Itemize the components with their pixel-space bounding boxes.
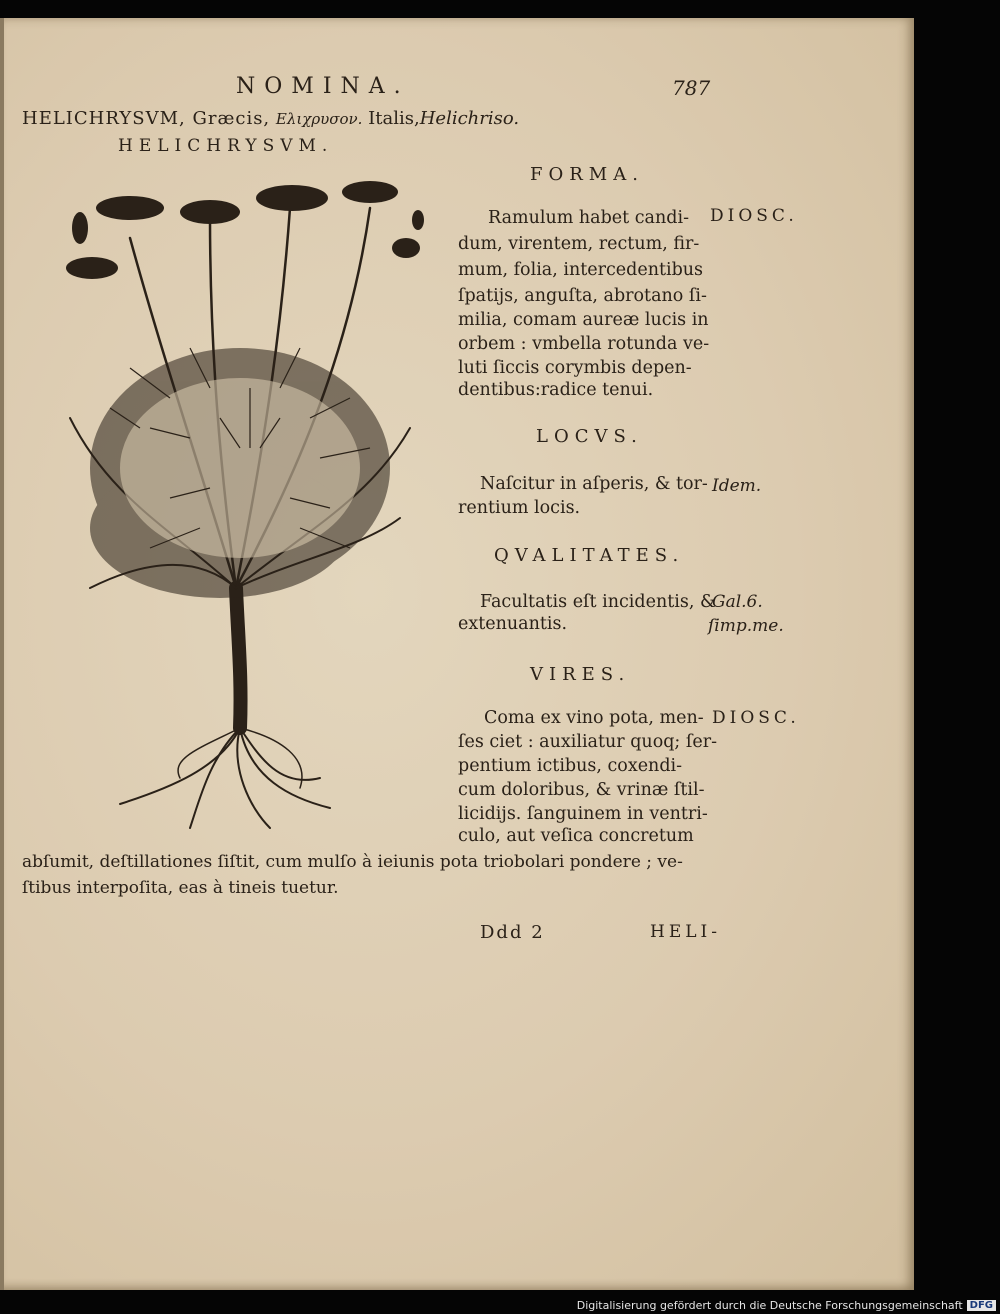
qualitates-line: extenuantis. [458,614,568,634]
margin-note-vires: DIOSC. [712,708,800,728]
forma-line: dentibus:radice tenui. [458,380,654,400]
vires-line: Coma ex vino pota, men- [484,708,704,728]
vires-line: pentium ictibus, coxendi- [458,756,683,776]
forma-line: orbem : vmbella rotunda ve- [458,334,710,354]
names-line [22,108,519,129]
forma-line: ſpatijs, anguſta, abrotano ſi- [458,286,707,306]
forma-line: mum, folia, intercedentibus [458,260,704,280]
qualitates-line: Facultatis eſt incidentis, & [480,592,716,612]
heading-forma: FORMA. [530,164,644,185]
running-title: NOMINA. [236,74,410,99]
names-italian: Helichriso. [419,108,520,129]
signature-mark: Ddd 2 [480,922,545,943]
heading-qualitates: QVALITATES. [494,545,685,566]
helichrysum-woodcut [50,168,430,848]
names-latin: HELICHRYSVM, Græcis, [22,108,271,129]
vires-full-line: ſtibus interpoſita, eas à tineis tuetur. [22,878,339,898]
digitization-credit [577,1299,996,1312]
vires-full-line: abſumit, deſtillationes ſiſtit, cum mulſo à ieiunis pota triobolari pondere ; ve- [22,852,683,872]
names-italian-label: Italis, [368,108,420,129]
heading-vires: VIRES. [530,664,631,685]
forma-line: luti ſiccis corymbis depen- [458,358,692,378]
vires-line: culo, aut veſica concretum [458,826,694,846]
margin-note-qualitates-2: ſimp.me. [708,616,784,636]
page-number: 787 [672,76,711,100]
heading-locus: LOCVS. [536,426,643,447]
vires-line: cum doloribus, & vrinæ ſtil- [458,780,705,800]
forma-line: dum, virentem, rectum, fir- [458,234,700,254]
vires-line: licidijs. ſanguinem in ventri- [458,804,708,824]
margin-note-forma: DIOSC. [710,206,798,226]
locus-line: rentium locis. [458,498,581,518]
margin-note-qualitates-1: Gal.6. [712,592,763,612]
forma-line: Ramulum habet candi- [488,208,689,228]
margin-note-locus: Idem. [712,476,762,496]
names-greek: Ελιχρυσον. [275,110,363,128]
page-edge [0,18,4,1290]
vires-line: ſes ciet : auxiliatur quoq; ſer- [458,732,717,752]
catchword: HELI- [650,922,721,942]
credit-text: Digitalisierung gefördert durch die Deutsche Forschungsgemeinschaft [576,1299,963,1312]
dfg-logo: DFG [967,1300,996,1311]
locus-line: Naſcitur in aſperis, & tor- [480,474,708,494]
forma-line: milia, comam aureæ lucis in [458,310,709,330]
plant-caption: HELICHRYSVM. [118,136,334,156]
